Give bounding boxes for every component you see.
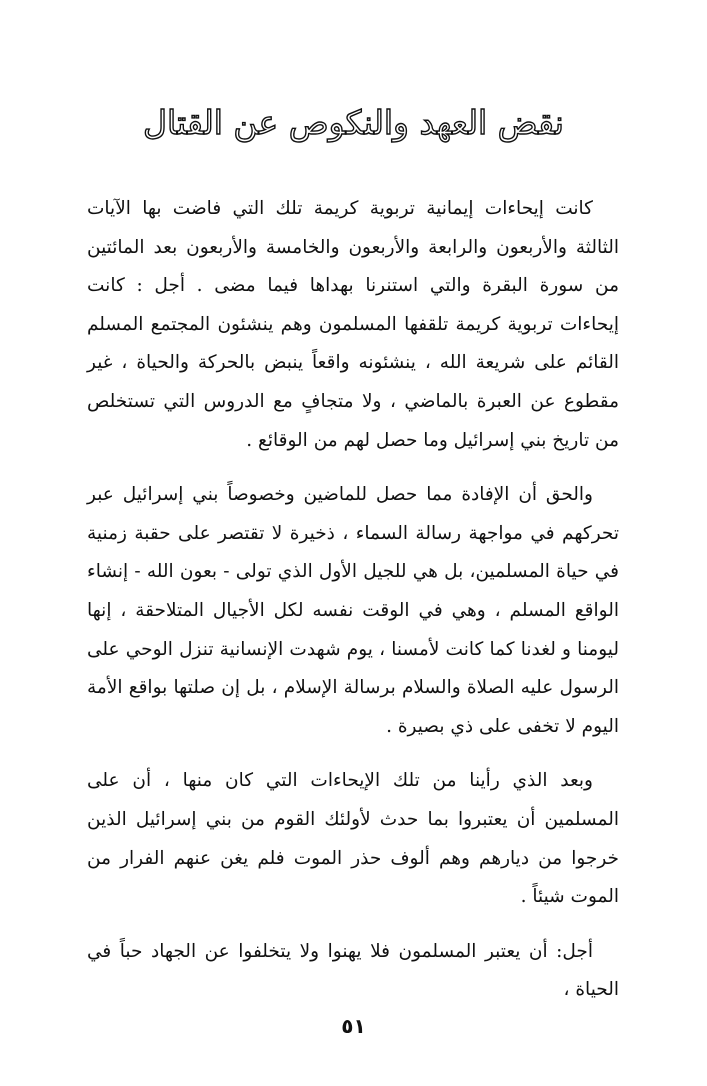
paragraph-2: والحق أن الإفادة مما حصل للماضين وخصوصاً بني إسرائيل عبر تحركهم في مواجهة رسالة السماء ، ذخيرة لا تقتصر على حقبة زمنية في حياة المسلمين، بل هي للجيل الأول الذي تولى - بعون الله - إنشاء الواقع المسلم ، وهي في الوقت نفسه لكل الأجيال المتلاحقة ، إنها ليومنا و لغدنا كما كانت لأمسنا ، يوم شهدت الإنسانية تنزل الوحي على الرسول عليه الصلاة والسلام برسالة الإسلام ، بل إن صلتها بواقع الأمة اليوم لا تخفى على ذي بصيرة . <box>87 484 619 737</box>
page-number: ٥١ <box>341 1014 366 1038</box>
paragraph-1: كانت إيحاءات إيمانية تربوية كريمة تلك التي فاضت بها الآيات الثالثة والأربعون والرابعة والأربعون والخامسة والأربعون بعد المائتين من سورة البقرة والتي استنرنا بهداها فيما مضى . أجل : كانت إيحاءات تربوية كريمة تلقفها المسلمون وهم ينشئون المجتمع المسلم القائم على شريعة الله ، ينشئونه واقعاً ينبض بالحركة والحياة ، غير مقطوع عن العبرة بالماضي ، ولا متجافٍ مع الدروس التي تستخلص من تاريخ بني إسرائيل وما حصل لهم من الوقائع . <box>87 198 619 451</box>
chapter-title: نقض العهد والنكوص عن القتال <box>143 103 564 142</box>
paragraph-4: أجل: أن يعتبر المسلمون فلا يهنوا ولا يتخلفوا عن الجهاد حباً في الحياة ، <box>87 940 619 1001</box>
body-text <box>87 190 619 1010</box>
paragraph-3: وبعد الذي رأينا من تلك الإيحاءات التي كان منها ، أن على المسلمين أن يعتبروا بما حدث لأولئك القوم من بني إسرائيل الذين خرجوا من ديارهم وهم ألوف حذر الموت فلم يغن عنهم الفرار من الموت شيئاً . <box>87 770 619 908</box>
